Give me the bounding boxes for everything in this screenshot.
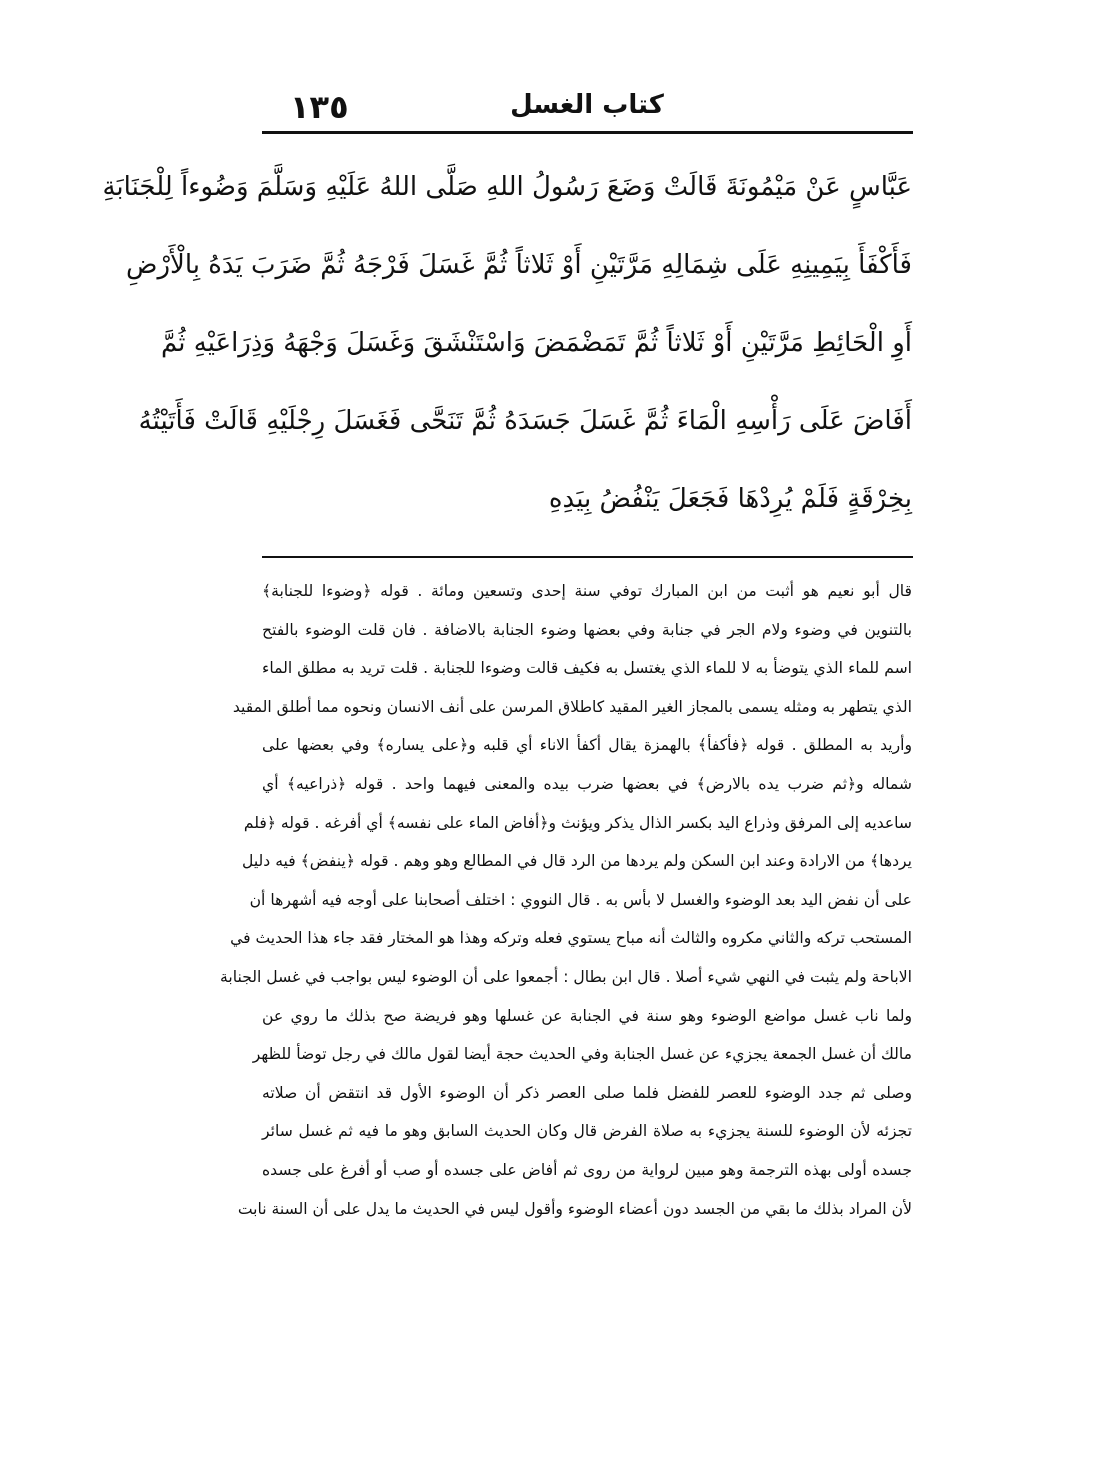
- commentary-line: اسم للماء الذي يتوضأ به لا للماء الذي يغتسل به فكيف قالت وضوءا للجنابة . قلت تريد به مطلق الماء: [262, 659, 912, 678]
- page-header: [262, 86, 912, 130]
- commentary-line: لأن المراد بذلك ما بقي من الجسد دون أعضاء الوضوء وأقول ليس في الحديث ما يدل على أن السنة نابت: [237, 1199, 912, 1218]
- commentary-divider: [262, 556, 913, 558]
- commentary-line: الاباحة ولم يثبت في النهي شيء أصلا . قال ابن بطال : أجمعوا على أن الوضوء ليس بواجب في غسل الجنابة: [220, 967, 912, 986]
- commentary-line: جسده أولى بهذه الترجمة وهو مبين لرواية من روى ثم أفاض على جسده أو صب أو أفرغ على جسده: [262, 1160, 912, 1179]
- commentary-text: [220, 572, 912, 1228]
- hadith-text: [102, 148, 912, 538]
- commentary-line: تجزئه لأن الوضوء للسنة يجزيء به صلاة الفرض قال وكان الحديث السابق وهو ما فيه ثم غسل سائر: [262, 1122, 912, 1141]
- commentary-line: شماله و﴿ثم ضرب يده بالارض﴾ في بعضها ضرب بيده والمعنى فيهما واحد . قوله ﴿ذراعيه﴾ أي: [262, 774, 912, 793]
- running-title: كتاب الغسل: [510, 90, 664, 120]
- commentary-line: وأريد به المطلق . قوله ﴿فأكفأ﴾ بالهمزة يقال أكفأ الاناء أي قلبه و﴿على يساره﴾ وفي بعضها على: [262, 736, 912, 755]
- hadith-line: بِخِرْقَةٍ فَلَمْ يُرِدْهَا فَجَعَلَ يَنْفُضُ بِيَدِهِ: [548, 484, 912, 514]
- commentary-line: قال أبو نعيم هو أثبت من ابن المبارك توفي سنة إحدى وتسعين ومائة . قوله ﴿وضوءا للجنابة﴾: [262, 582, 912, 600]
- commentary-line: ساعديه إلى المرفق وذراع اليد بكسر الذال يذكر ويؤنث و﴿أفاض الماء على نفسه﴾ أي أفرغه . قوله ﴿فلم: [243, 813, 912, 832]
- hadith-line: فَأَكْفَأَ بِيَمِينِهِ عَلَى شِمَالِهِ مَرَّتَيْنِ أَوْ ثَلاثاً ثُمَّ غَسَلَ فَرْجَهُ ثُمَّ ضَرَبَ يَدَهُ بِالْأَرْضِ: [126, 250, 912, 280]
- commentary-line: الذي يتطهر به ومثله يسمى بالمجاز الغير المقيد كاطلاق المرسن على أنف الانسان ونحوه مما أطلق المقيد: [232, 697, 912, 716]
- page-number: ١٣٥: [290, 88, 349, 126]
- commentary-line: بالتنوين في وضوء ولام الجر في جنابة وفي بعضها وضوء الجنابة بالاضافة . فان قلت الوضوء بالفتح: [262, 620, 912, 639]
- hadith-line: أَوِ الْحَائِطِ مَرَّتَيْنِ أَوْ ثَلاثاً ثُمَّ تَمَضْمَضَ وَاسْتَنْشَقَ وَغَسَلَ وَجْهَهُ وَذِرَاعَيْهِ ثُمَّ: [160, 328, 912, 358]
- commentary-line: المستحب تركه والثاني مكروه والثالث أنه مباح يستوي فعله وتركه وهذا هو المختار فقد جاء هذا الحديث في: [230, 929, 912, 948]
- hadith-line: عَبَّاسٍ عَنْ مَيْمُونَةَ قَالَتْ وَضَعَ رَسُولُ اللهِ صَلَّى اللهُ عَلَيْهِ وَسَلَّمَ وَضُوءاً لِلْجَنَابَةِ: [102, 172, 912, 202]
- commentary-line: وصلى ثم جدد الوضوء للعصر للفضل فلما صلى العصر ذكر أن الوضوء الأول قد انتقض أن صلاته: [262, 1083, 912, 1102]
- header-divider: [262, 131, 913, 134]
- commentary-line: على أن نفض اليد بعد الوضوء والغسل لا بأس به . قال النووي : اختلف أصحابنا على أوجه فيه أشهرها أن: [249, 890, 912, 909]
- commentary-line: يردها﴾ من الارادة وعند ابن السكن ولم يردها من الرد قال في المطالع وهو وهم . قوله ﴿ينفض﴾ فيه دليل: [242, 852, 912, 871]
- hadith-line: أَفَاضَ عَلَى رَأْسِهِ الْمَاءَ ثُمَّ غَسَلَ جَسَدَهُ ثُمَّ تَنَحَّى فَغَسَلَ رِجْلَيْهِ قَالَتْ فَأَتَيْتُهُ: [138, 406, 912, 436]
- commentary-line: مالك أن غسل الجمعة يجزيء عن غسل الجنابة وفي الحديث حجة أيضا لقول مالك في رجل توضأ للظهر: [252, 1045, 912, 1064]
- commentary-line: ولما ناب غسل مواضع الوضوء وهو سنة في الجنابة عن غسلها وهو فريضة صح بذلك ما روي عن: [262, 1006, 912, 1025]
